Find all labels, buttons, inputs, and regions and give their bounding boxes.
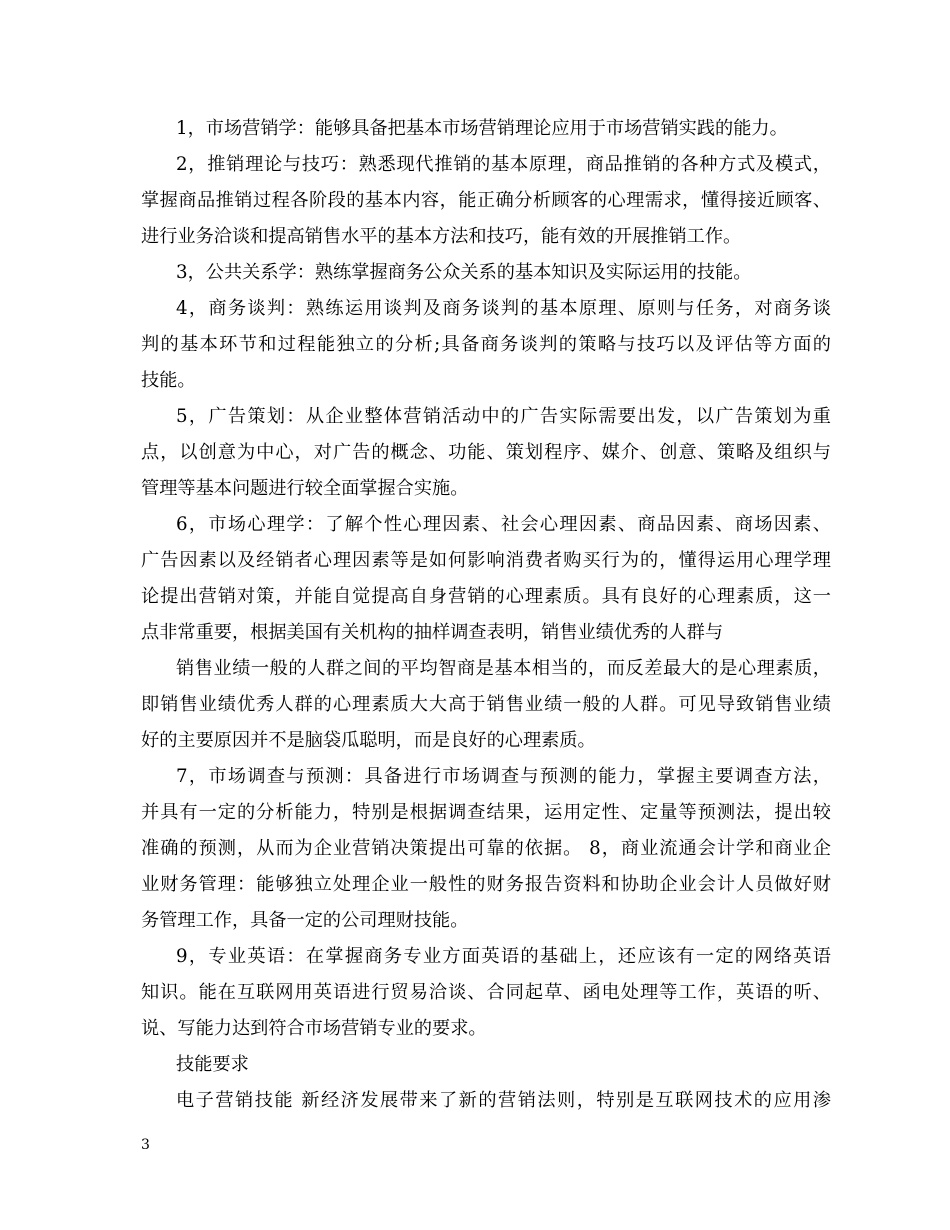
text-line: 务管理工作，具备一定的公司理财技能。 [141,910,469,931]
text-line: 4，商务谈判：熟练运用谈判及商务谈判的基本原理、原则与任务，对商务谈 [176,298,831,319]
text-line: 说、写能力达到符合市场营销专业的要求。 [141,1018,487,1039]
text-line: 准确的预测，从而为企业营销决策提出可靠的依据。 8，商业流通会计学和商业企 [141,838,831,859]
text-line: 好的主要原因并不是脑袋瓜聪明，而是良好的心理素质。 [141,730,596,751]
text-line: 知识。能在互联网用英语进行贸易洽谈、合同起草、函电处理等工作，英语的听、 [141,982,831,1003]
text-line: 5，广告策划：从企业整体营销活动中的广告实际需要出发，以广告策划为重 [176,406,831,427]
text-line: 广告因素以及经销者心理因素等是如何影响消费者购买行为的，懂得运用心理学理 [141,550,831,571]
text-line: 7，市场调查与预测：具备进行市场调查与预测的能力，掌握主要调查方法， [176,766,831,787]
text-line: 2，推销理论与技巧：熟悉现代推销的基本原理，商品推销的各种方式及模式， [176,154,831,175]
text-line: 6，市场心理学：了解个性心理因素、社会心理因素、商品因素、商场因素、 [176,514,831,535]
text-line: 即销售业绩优秀人群的心理素质大大高于销售业绩一般的人群。可见导致销售业绩 [141,694,831,715]
text-line: 论提出营销对策，并能自觉提高自身营销的心理素质。具有良好的心理素质，这一 [141,586,831,607]
text-line: 业财务管理：能够独立处理企业一般性的财务报告资料和协助企业会计人员做好财 [141,874,831,895]
text-line: 判的基本环节和过程能独立的分析;具备商务谈判的策略与技巧以及评估等方面的 [141,334,831,355]
text-line: 管理等基本问题进行较全面掌握合实施。 [141,478,469,499]
page-number: 3 [141,1137,150,1153]
section-heading: 技能要求 [176,1054,249,1075]
text-line: 点，以创意为中心，对广告的概念、功能、策划程序、媒介、创意、策略及组织与 [141,442,831,463]
text-line: 进行业务洽谈和提高销售水平的基本方法和技巧，能有效的开展推销工作。 [141,226,742,247]
text-line: 点非常重要，根据美国有关机构的抽样调查表明，销售业绩优秀的人群与 [141,622,724,643]
text-line: 并具有一定的分析能力，特别是根据调查结果，运用定性、定量等预测法，提出较 [141,802,831,823]
text-line: 掌握商品推销过程各阶段的基本内容，能正确分析顾客的心理需求，懂得接近顾客、 [141,190,831,211]
text-line: 销售业绩一般的人群之间的平均智商是基本相当的，而反差最大的是心理素质， [176,658,831,679]
text-line: 3，公共关系学：熟练掌握商务公众关系的基本知识及实际运用的技能。 [176,262,752,283]
text-line: 9，专业英语：在掌握商务专业方面英语的基础上，还应该有一定的网络英语 [176,946,831,967]
text-line: 1，市场营销学：能够具备把基本市场营销理论应用于市场营销实践的能力。 [176,118,788,139]
text-line: 电子营销技能 新经济发展带来了新的营销法则，特别是互联网技术的应用渗 [176,1090,831,1111]
text-line: 技能。 [141,370,196,391]
